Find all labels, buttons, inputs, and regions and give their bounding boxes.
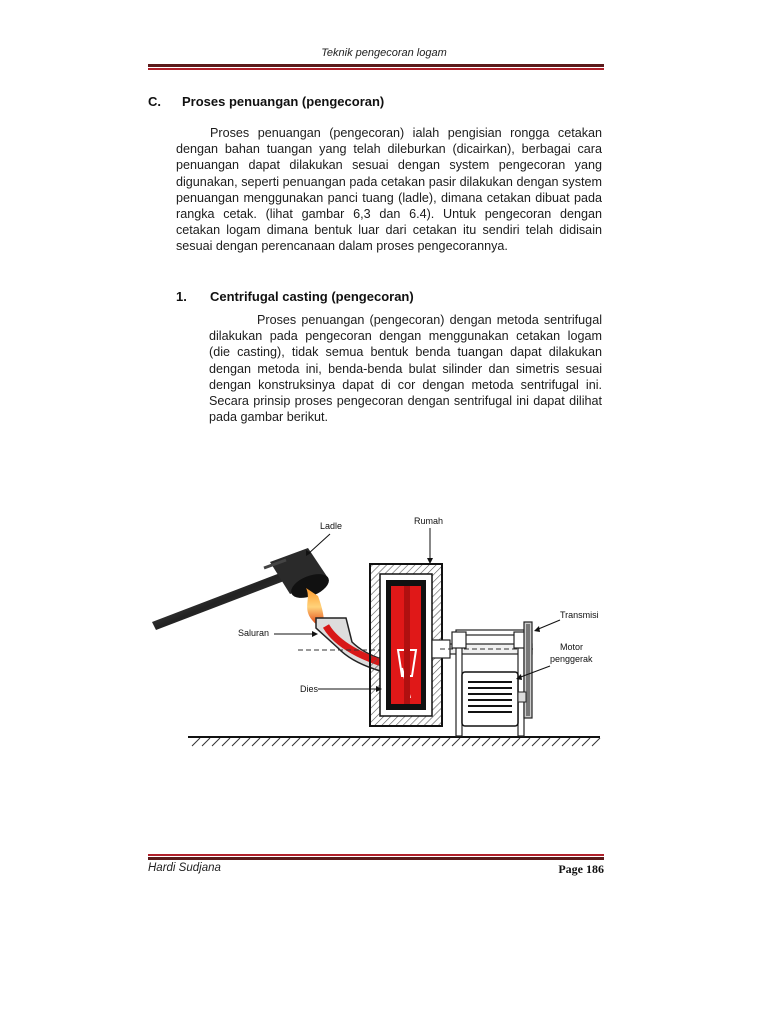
label-penggerak: penggerak [550, 654, 593, 664]
running-header: Teknik pengecoran logam [321, 47, 447, 59]
header-rule-dark [148, 64, 604, 67]
section-title: Proses penuangan (pengecoran) [182, 94, 385, 109]
header-rule-red [148, 68, 604, 70]
label-rumah: Rumah [414, 516, 444, 526]
ground-base [188, 737, 600, 746]
footer-rule-dark [148, 857, 604, 860]
section-label: C. [148, 94, 161, 109]
subsection-paragraph: Proses penuangan (pengecoran) dengan metoda sentrifugal dilakukan pada pengecoran dengan menggunakan cetakan logam (die casting), tidak semua bentuk benda tuangan dapat dilakukan dengan metoda ini, benda-benda bulat silinder dan simetris sesuai dengan konstruksinya dapat di cor dengan metoda sentrifugal ini. Secara prinsip proses pengecoran dengan sentrifugal ini dapat dilihat pada gambar berikut. [209, 313, 602, 425]
centrifugal-casting-figure [140, 500, 610, 760]
motor-icon [462, 672, 526, 726]
label-dies: Dies [300, 684, 319, 694]
subsection-label: 1. [176, 289, 187, 304]
dies-mould [386, 580, 426, 710]
transmission-belt [524, 622, 532, 718]
label-ladle: Ladle [320, 521, 343, 531]
footer-rule-red [148, 854, 604, 856]
label-saluran: Saluran [238, 628, 270, 638]
label-transmisi: Transmisi [560, 610, 599, 620]
section-paragraph: Proses penuangan (pengecoran) ialah pengisian rongga cetakan dengan bahan tuangan yang telah dileburkan (dicairkan), berbagai cara penuangan dapat dilakukan sesuai dengan system pengecoran yang digunakan, seperti penuangan pada cetakan pasir dilakukan dengan system penuangan menggunakan panci tuang (ladle), dimana cetakan dibuat pada rangka cetak. (lihat gambar 6,3 dan 6.4). Untuk pengecoran dengan cetakan logam dimana bentuk luar dari cetakan itu sendiri telah didisain sesuai dengan perencanaan dalam proses pengecorannya. [176, 126, 602, 254]
label-motor: Motor [560, 642, 584, 652]
page-number: Page 186 [558, 862, 604, 876]
subsection-title: Centrifugal casting (pengecoran) [210, 289, 414, 304]
ladle-arm [152, 570, 292, 630]
footer-author: Hardi Sudjana [148, 862, 221, 874]
